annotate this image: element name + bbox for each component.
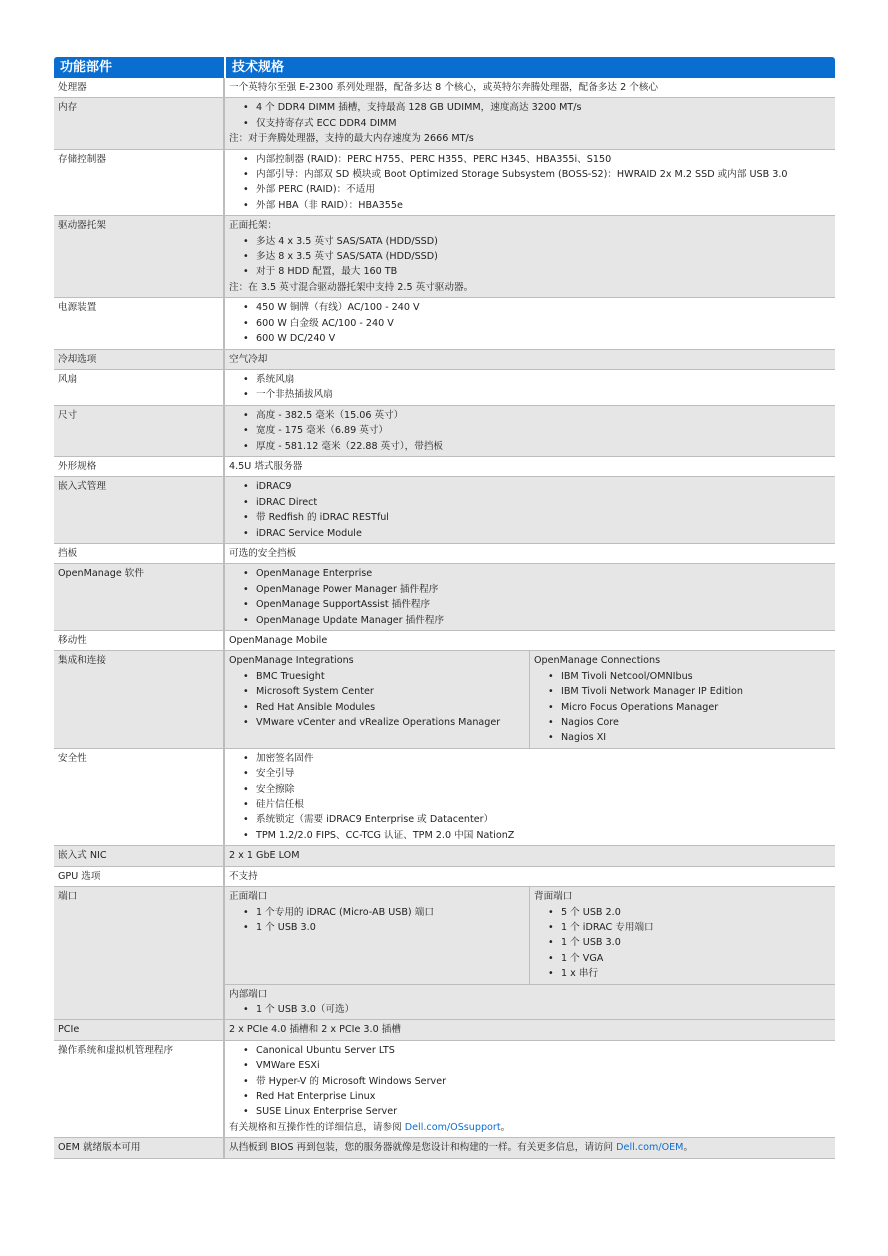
list-item: • 对于 8 HDD 配置，最大 160 TB: [256, 264, 831, 279]
list-item: • 安全擦除: [256, 782, 831, 797]
list-item: • 1 个 USB 3.0: [256, 920, 525, 935]
row-drive-bays: [54, 216, 835, 298]
header-spec: 技术规格: [226, 57, 835, 78]
row-label: 风扇: [54, 370, 225, 405]
list-item: • 系统锁定（需要 iDRAC9 Enterprise 或 Datacenter）: [256, 812, 831, 827]
list-item: • 多达 4 x 3.5 英寸 SAS/SATA (HDD/SSD): [256, 234, 831, 249]
list-item: • 1 个 VGA: [561, 951, 831, 966]
list-item: • 1 x 串行: [561, 966, 831, 981]
two-column: [225, 651, 835, 747]
spec-table: [54, 57, 835, 1159]
list-item: • OpenManage Enterprise: [256, 566, 831, 581]
header-feature: 功能部件: [54, 57, 224, 78]
bullet-list: [229, 408, 831, 454]
column-title: 背面端口: [534, 891, 573, 903]
list-item: • 1 个 iDRAC 专用端口: [561, 920, 831, 935]
list-item: • 内部控制器 (RAID)：PERC H755、PERC H355、PERC H345、HBA355i、S150: [256, 152, 831, 167]
column-title: OpenManage Integrations: [229, 655, 354, 667]
row-value: 空气冷却: [229, 353, 268, 365]
bullet-list: [229, 1002, 831, 1017]
row-fans: [54, 370, 835, 406]
row-label: 尺寸: [54, 406, 225, 456]
list-item: • Red Hat Enterprise Linux: [256, 1089, 831, 1104]
row-label: 处理器: [54, 78, 225, 97]
bullet-list: [534, 905, 831, 982]
list-item: • VMware vCenter and vRealize Operations Manager: [256, 715, 525, 730]
row-value: 2 x 1 GbE LOM: [229, 850, 300, 862]
list-item: • 厚度 - 581.12 毫米（22.88 英寸），带挡板: [256, 439, 831, 454]
list-item: • Nagios Core: [561, 715, 831, 730]
internal-ports: [225, 984, 835, 1020]
note: 注：对于奔腾处理器，支持的最大内存速度为 2666 MT/s: [229, 133, 474, 145]
oem-link[interactable]: Dell.com/OEM: [616, 1142, 684, 1154]
note: 注：在 3.5 英寸混合驱动器托架中支持 2.5 英寸驱动器。: [229, 281, 474, 293]
row-value: [225, 1041, 835, 1137]
row-value: 一个英特尔至强 E-2300 系列处理器，配备多达 8 个核心，或英特尔奔腾处理器，配备多达 2 个核心: [229, 82, 659, 93]
row-power: [54, 298, 835, 349]
note-suffix: 。: [500, 1121, 511, 1133]
row-label: 冷却选项: [54, 350, 225, 369]
bullet-list: [229, 100, 831, 131]
oem-suffix: 。: [683, 1142, 694, 1154]
row-security: [54, 749, 835, 846]
row-cooling: [54, 350, 835, 370]
bullet-list: [229, 479, 831, 541]
column-title: OpenManage Connections: [534, 655, 661, 667]
row-form-factor: [54, 457, 835, 477]
row-label: 电源装置: [54, 298, 225, 348]
row-ports: [54, 887, 835, 1020]
list-item: • 一个非热插拔风扇: [256, 387, 831, 402]
row-value: [225, 370, 835, 405]
row-value: [225, 298, 835, 348]
table-header: [54, 57, 835, 78]
list-item: • 4 个 DDR4 DIMM 插槽，支持最高 128 GB UDIMM，速度高达 3200 MT/s: [256, 100, 831, 115]
list-item: • 硅片信任根: [256, 797, 831, 812]
list-item: • 内部引导：内部双 SD 模块或 Boot Optimized Storage Subsystem (BOSS-S2)：HWRAID 2x M.2 SSD 或内部 USB 3.0: [256, 167, 831, 182]
connections-column: [530, 651, 835, 747]
list-item: • IBM Tivoli Netcool/OMNIbus: [561, 669, 831, 684]
list-item: • iDRAC Service Module: [256, 526, 831, 541]
intro: 正面托架：: [229, 220, 277, 232]
list-item: • 1 个 USB 3.0: [561, 935, 831, 950]
list-item: • 600 W 白金级 AC/100 - 240 V: [256, 316, 831, 331]
row-label: 集成和连接: [54, 651, 225, 747]
bullet-list: [229, 905, 525, 936]
two-column: [225, 887, 835, 983]
row-value: [225, 651, 835, 747]
list-item: • 系统风扇: [256, 372, 831, 387]
row-value: 可选的安全挡板: [229, 547, 297, 559]
bullet-list: [229, 566, 831, 628]
os-support-link[interactable]: Dell.com/OSsupport: [404, 1121, 501, 1133]
list-item: • Microsoft System Center: [256, 684, 525, 699]
list-item: • BMC Truesight: [256, 669, 525, 684]
row-value: [225, 749, 835, 845]
row-label: 嵌入式 NIC: [54, 846, 225, 865]
list-item: • iDRAC Direct: [256, 495, 831, 510]
row-dimensions: [54, 406, 835, 457]
list-item: • iDRAC9: [256, 479, 831, 494]
row-label: 外形规格: [54, 457, 225, 476]
list-item: • 仅支持寄存式 ECC DDR4 DIMM: [256, 116, 831, 131]
row-label: PCIe: [54, 1020, 225, 1039]
oem-text: 从挡板到 BIOS 再到包装，您的服务器就像是您设计和构建的一样。有关更多信息，请访问: [229, 1142, 617, 1154]
row-value: [225, 406, 835, 456]
list-item: • Micro Focus Operations Manager: [561, 700, 831, 715]
list-item: • VMWare ESXi: [256, 1058, 831, 1073]
bullet-list: [229, 372, 831, 403]
list-item: • SUSE Linux Enterprise Server: [256, 1104, 831, 1119]
row-label: GPU 选项: [54, 867, 225, 886]
bullet-list: [229, 300, 831, 346]
row-value: [225, 150, 835, 216]
row-memory: [54, 98, 835, 149]
list-item: • TPM 1.2/2.0 FIPS、CC-TCG 认证、TPM 2.0 中国 NationZ: [256, 828, 831, 843]
row-nic: [54, 846, 835, 866]
note: [229, 1120, 831, 1135]
bullet-list: [229, 234, 831, 280]
row-os: [54, 1041, 835, 1138]
row-label: 操作系统和虚拟机管理程序: [54, 1041, 225, 1137]
row-label: 驱动器托架: [54, 216, 225, 297]
row-gpu: [54, 867, 835, 887]
row-label: 移动性: [54, 631, 225, 650]
bullet-list: [229, 751, 831, 843]
list-item: • IBM Tivoli Network Manager IP Edition: [561, 684, 831, 699]
row-value: [225, 887, 835, 1019]
list-item: • 450 W 铜牌（有线）AC/100 - 240 V: [256, 300, 831, 315]
row-value: [225, 477, 835, 543]
bullet-list: [229, 1043, 831, 1120]
row-storage: [54, 150, 835, 217]
list-item: • 高度 - 382.5 毫米（15.06 英寸）: [256, 408, 831, 423]
row-value: OpenManage Mobile: [229, 635, 328, 646]
list-item: • 安全引导: [256, 766, 831, 781]
list-item: • 600 W DC/240 V: [256, 331, 831, 346]
list-item: • OpenManage Update Manager 插件程序: [256, 613, 831, 628]
row-value: 4.5U 塔式服务器: [229, 460, 303, 472]
column-title: 正面端口: [229, 891, 268, 903]
row-label: OEM 就绪版本可用: [54, 1138, 225, 1157]
row-label: OpenManage 软件: [54, 564, 225, 630]
list-item: • Nagios XI: [561, 730, 831, 745]
row-label: 安全性: [54, 749, 225, 845]
rear-ports-column: [530, 887, 835, 983]
list-item: • 外部 HBA（非 RAID）：HBA355e: [256, 198, 831, 213]
row-bezel: [54, 544, 835, 564]
row-value: [225, 564, 835, 630]
list-item: • 带 Redfish 的 iDRAC RESTful: [256, 510, 831, 525]
row-pcie: [54, 1020, 835, 1040]
row-embedded-mgmt: [54, 477, 835, 544]
row-value: [225, 216, 835, 297]
row-value: 2 x PCIe 4.0 插槽和 2 x PCIe 3.0 插槽: [229, 1024, 401, 1036]
bullet-list: [229, 669, 525, 731]
list-item: • 1 个 USB 3.0（可选）: [256, 1002, 831, 1017]
list-item: • 宽度 - 175 毫米（6.89 英寸）: [256, 423, 831, 438]
row-mobility: [54, 631, 835, 651]
row-label: 嵌入式管理: [54, 477, 225, 543]
bullet-list: [229, 152, 831, 214]
list-item: • 外部 PERC (RAID)：不适用: [256, 182, 831, 197]
list-item: • OpenManage SupportAssist 插件程序: [256, 597, 831, 612]
row-value: 不支持: [229, 870, 258, 882]
list-item: • 5 个 USB 2.0: [561, 905, 831, 920]
row-processor: [54, 78, 835, 98]
row-label: 存储控制器: [54, 150, 225, 216]
bullet-list: [534, 669, 831, 746]
integrations-column: [225, 651, 530, 747]
row-label: 内存: [54, 98, 225, 148]
column-title: 内部端口: [229, 988, 268, 1000]
row-value: [225, 1138, 835, 1157]
note-text: 有关规格和互操作性的详细信息，请参阅: [229, 1121, 405, 1133]
list-item: • 多达 8 x 3.5 英寸 SAS/SATA (HDD/SSD): [256, 249, 831, 264]
list-item: • OpenManage Power Manager 插件程序: [256, 582, 831, 597]
row-oem: [54, 1138, 835, 1158]
list-item: • 1 个专用的 iDRAC (Micro-AB USB) 端口: [256, 905, 525, 920]
row-openmanage: [54, 564, 835, 631]
list-item: • 带 Hyper-V 的 Microsoft Windows Server: [256, 1074, 831, 1089]
list-item: • Canonical Ubuntu Server LTS: [256, 1043, 831, 1058]
row-value: [225, 98, 835, 148]
row-label: 端口: [54, 887, 225, 1019]
list-item: • 加密签名固件: [256, 751, 831, 766]
front-ports-column: [225, 887, 530, 983]
row-integrations: [54, 651, 835, 748]
list-item: • Red Hat Ansible Modules: [256, 700, 525, 715]
row-label: 挡板: [54, 544, 225, 563]
